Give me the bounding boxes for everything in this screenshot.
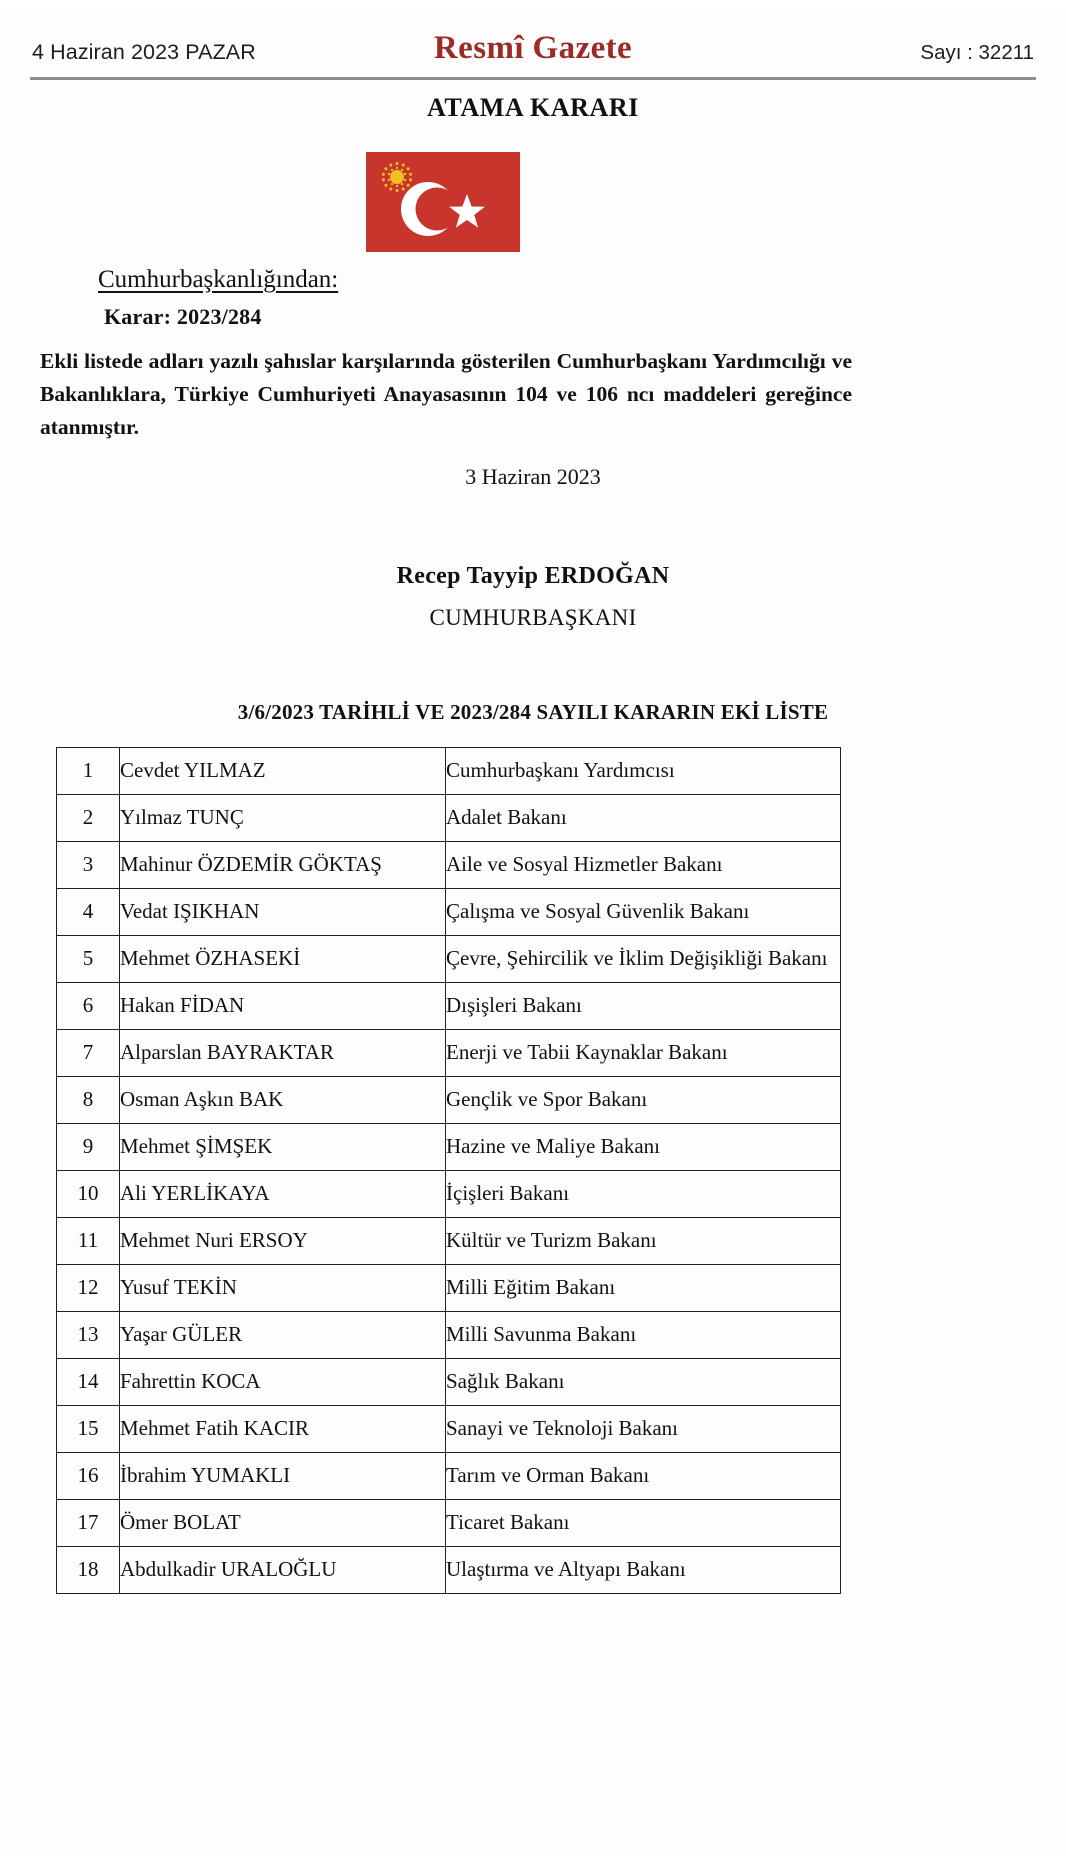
table-row bbox=[57, 1500, 841, 1547]
row-number: 1 bbox=[57, 748, 120, 795]
annex-list-table-wrapper bbox=[56, 747, 837, 1594]
table-row bbox=[57, 1359, 841, 1406]
appointee-name: Mehmet Nuri ERSOY bbox=[120, 1218, 446, 1265]
appointee-name: Mehmet ÖZHASEKİ bbox=[120, 936, 446, 983]
appointee-role: Çevre, Şehircilik ve İklim Değişikliği Bakanı bbox=[446, 936, 841, 983]
turkish-flag-svg bbox=[366, 152, 520, 252]
table-row bbox=[57, 1171, 841, 1218]
appointee-role: Tarım ve Orman Bakanı bbox=[446, 1453, 841, 1500]
decree-heading: ATAMA KARARI bbox=[426, 93, 640, 122]
row-number: 16 bbox=[57, 1453, 120, 1500]
appointee-name: Yusuf TEKİN bbox=[120, 1265, 446, 1312]
masthead bbox=[30, 30, 1036, 80]
row-number: 10 bbox=[57, 1171, 120, 1218]
table-row bbox=[57, 1406, 841, 1453]
appointee-role: Kültür ve Turizm Bakanı bbox=[446, 1218, 841, 1265]
table-row bbox=[57, 1030, 841, 1077]
table-row bbox=[57, 842, 841, 889]
table-row bbox=[57, 1547, 841, 1594]
appointee-name: Yılmaz TUNÇ bbox=[120, 795, 446, 842]
appointee-name: Alparslan BAYRAKTAR bbox=[120, 1030, 446, 1077]
appointee-name: Fahrettin KOCA bbox=[120, 1359, 446, 1406]
table-row bbox=[57, 936, 841, 983]
row-number: 17 bbox=[57, 1500, 120, 1547]
table-row bbox=[57, 1077, 841, 1124]
appointee-role: Aile ve Sosyal Hizmetler Bakanı bbox=[446, 842, 841, 889]
row-number: 5 bbox=[57, 936, 120, 983]
row-number: 15 bbox=[57, 1406, 120, 1453]
row-number: 2 bbox=[57, 795, 120, 842]
page-content bbox=[0, 14, 1066, 1851]
row-number: 11 bbox=[57, 1218, 120, 1265]
appointee-role: Ulaştırma ve Altyapı Bakanı bbox=[446, 1547, 841, 1594]
row-number: 13 bbox=[57, 1312, 120, 1359]
table-row bbox=[57, 1453, 841, 1500]
appointee-role: Enerji ve Tabii Kaynaklar Bakanı bbox=[446, 1030, 841, 1077]
appointee-name: Mehmet Fatih KACIR bbox=[120, 1406, 446, 1453]
row-number: 9 bbox=[57, 1124, 120, 1171]
table-row bbox=[57, 889, 841, 936]
appointee-role: Milli Eğitim Bakanı bbox=[446, 1265, 841, 1312]
row-number: 8 bbox=[57, 1077, 120, 1124]
row-number: 4 bbox=[57, 889, 120, 936]
appointee-role: Hazine ve Maliye Bakanı bbox=[446, 1124, 841, 1171]
decision-number: Karar: 2023/284 bbox=[104, 304, 262, 329]
masthead-divider bbox=[30, 77, 1036, 80]
table-row bbox=[57, 1218, 841, 1265]
signatory-name: Recep Tayyip ERDOĞAN bbox=[396, 563, 670, 589]
masthead-date: 4 Haziran 2023 PAZAR bbox=[32, 40, 256, 64]
appointee-name: Abdulkadir URALOĞLU bbox=[120, 1547, 446, 1594]
appointee-role: Sağlık Bakanı bbox=[446, 1359, 841, 1406]
annex-list-body bbox=[57, 748, 841, 1594]
appointee-name: Cevdet YILMAZ bbox=[120, 748, 446, 795]
row-number: 6 bbox=[57, 983, 120, 1030]
table-row bbox=[57, 795, 841, 842]
annex-list-heading: 3/6/2023 TARİHLİ VE 2023/284 SAYILI KARARIN EKİ LİSTE bbox=[237, 700, 829, 724]
appointee-role: İçişleri Bakanı bbox=[446, 1171, 841, 1218]
appointee-role: Milli Savunma Bakanı bbox=[446, 1312, 841, 1359]
appointee-name: Osman Aşkın BAK bbox=[120, 1077, 446, 1124]
masthead-issue-number: Sayı : 32211 bbox=[920, 41, 1034, 64]
decree-body-text: Ekli listede adları yazılı şahıslar karşılarında gösterilen Cumhurbaşkanı Yardımcılığı ve Bakanlıklara, Türkiye Cumhuriyeti Anayasasının 104 ve 106 ncı maddeleri gereğince atanmıştır. bbox=[40, 349, 852, 439]
annex-list-table bbox=[56, 747, 841, 1594]
appointee-role: Adalet Bakanı bbox=[446, 795, 841, 842]
appointee-name: Ali YERLİKAYA bbox=[120, 1171, 446, 1218]
appointee-name: Yaşar GÜLER bbox=[120, 1312, 446, 1359]
turkish-flag-icon bbox=[366, 152, 520, 252]
row-number: 12 bbox=[57, 1265, 120, 1312]
appointee-role: Sanayi ve Teknoloji Bakanı bbox=[446, 1406, 841, 1453]
appointee-name: Mehmet ŞİMŞEK bbox=[120, 1124, 446, 1171]
table-row bbox=[57, 748, 841, 795]
appointee-name: Mahinur ÖZDEMİR GÖKTAŞ bbox=[120, 842, 446, 889]
table-row bbox=[57, 983, 841, 1030]
appointee-name: Vedat IŞIKHAN bbox=[120, 889, 446, 936]
appointee-role: Gençlik ve Spor Bakanı bbox=[446, 1077, 841, 1124]
table-row bbox=[57, 1265, 841, 1312]
gazette-title: Resmî Gazete bbox=[433, 30, 633, 66]
appointee-name: Hakan FİDAN bbox=[120, 983, 446, 1030]
table-row bbox=[57, 1124, 841, 1171]
row-number: 14 bbox=[57, 1359, 120, 1406]
row-number: 3 bbox=[57, 842, 120, 889]
appointee-role: Ticaret Bakanı bbox=[446, 1500, 841, 1547]
appointee-name: Ömer BOLAT bbox=[120, 1500, 446, 1547]
appointee-role: Dışişleri Bakanı bbox=[446, 983, 841, 1030]
table-row bbox=[57, 1312, 841, 1359]
row-number: 18 bbox=[57, 1547, 120, 1594]
issuing-authority: Cumhurbaşkanlığından: bbox=[98, 266, 339, 293]
signatory-title: CUMHURBAŞKANI bbox=[429, 605, 637, 630]
appointee-role: Cumhurbaşkanı Yardımcısı bbox=[446, 748, 841, 795]
decree-date: 3 Haziran 2023 bbox=[465, 464, 601, 489]
appointee-name: İbrahim YUMAKLI bbox=[120, 1453, 446, 1500]
row-number: 7 bbox=[57, 1030, 120, 1077]
appointee-role: Çalışma ve Sosyal Güvenlik Bakanı bbox=[446, 889, 841, 936]
